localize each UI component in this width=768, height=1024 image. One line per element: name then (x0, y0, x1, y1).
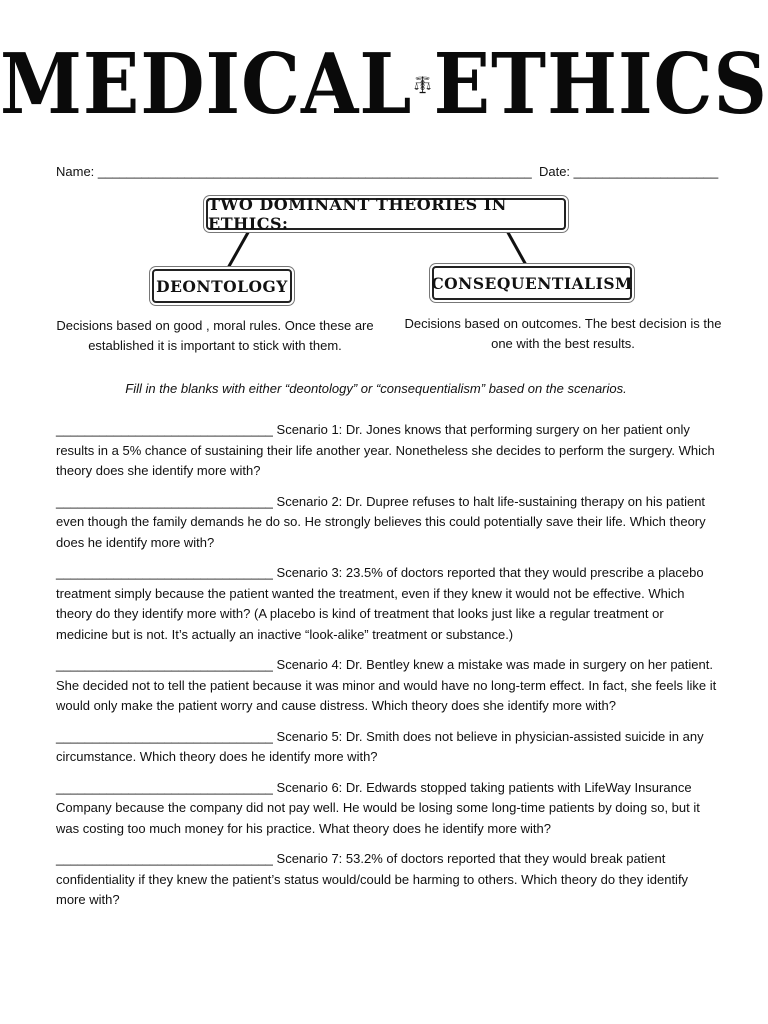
instructions: Fill in the blanks with either “deontology” or “consequentialism” based on the scenarios. (125, 381, 627, 396)
answer-blank[interactable]: ______________________________ (56, 657, 273, 672)
scenario-item (56, 492, 718, 554)
answer-blank[interactable]: ______________________________ (56, 728, 273, 744)
consequentialism-box: CONSEQUENTIALISM (432, 266, 632, 300)
consequentialism-description: Decisions based on outcomes. The best decision is the one with the best results. (404, 316, 722, 351)
scenario-item (56, 727, 718, 768)
scenario-item (56, 420, 718, 482)
answer-blank[interactable]: ______________________________ (56, 493, 273, 509)
title-ethics: ETHICS (433, 36, 768, 134)
answer-blank[interactable]: ______________________________ (56, 779, 273, 795)
scenario-text: Scenario 3: 23.5% of doctors reported that they would prescribe a placebo treatment simply because the patient wanted the treatment, even if they knew it would not be effective. Which theory do they identify more with? (A placebo is kind of treatment that looks just like a regular treatment or medicine but is not. It’s actually an inactive “look-alike” treatment or substance.) (56, 565, 704, 642)
name-label: Name: (56, 164, 95, 179)
scenario-text: Scenario 1: Dr. Jones knows that performing surgery on her patient only results in a 5% chance of sustaining their life another year. Nonetheless she decides to perform the surgery. Which theory does she identify more with? (56, 422, 715, 478)
theories-heading-box: TWO DOMINANT THEORIES IN ETHICS: (206, 198, 566, 230)
title-medical: MEDICAL (0, 36, 413, 134)
scenario-text: Scenario 2: Dr. Dupree refuses to halt life-sustaining therapy on his patient even though the family demands he do so. He strongly believes this could potentially save their life. Which theory does he identify more with? (56, 493, 706, 550)
deontology-description: Decisions based on good , moral rules. Once these are established it is important to stick with them. (56, 318, 374, 353)
answer-blank[interactable]: ______________________________ (56, 422, 273, 437)
date-label: Date: (538, 164, 571, 179)
answer-blank[interactable]: ______________________________ (56, 851, 273, 866)
scenario-text: Scenario 6: Dr. Edwards stopped taking patients with LifeWay Insurance Company because the company did not pay well. He would be losing some long-time patients by doing so, but it was costing too much money for his practice. What theory does he identify more with? (56, 779, 700, 836)
scenario-text: Scenario 5: Dr. Smith does not believe in physician-assisted suicide in any circumstance. Which theory does he identify more with? (56, 728, 704, 764)
scenario-item (56, 655, 718, 717)
deontology-box: DEONTOLOGY (152, 269, 292, 303)
date-field[interactable]: ____________________ (573, 164, 719, 179)
scenario-text: Scenario 7: 53.2% of doctors reported that they would break patient confidentiality if they knew the patient’s status would/could be harming to others. Which theory do they identify more with? (56, 851, 689, 907)
scenario-text: Scenario 4: Dr. Bentley knew a mistake was made in surgery on her patient. She decided not to tell the patient because it was minor and would have no long-term effect. In fact, she feels like it would only make the patient worry and cause distress. Which theory does she identify more with? (56, 657, 717, 713)
scenario-item (56, 778, 718, 840)
answer-blank[interactable]: ______________________________ (56, 565, 273, 580)
name-field[interactable]: ____________________________________________________________ (97, 164, 532, 179)
scenario-list (56, 420, 718, 921)
diagram-connectors (0, 0, 768, 300)
scenario-item (56, 563, 718, 645)
scenario-item (56, 849, 718, 911)
